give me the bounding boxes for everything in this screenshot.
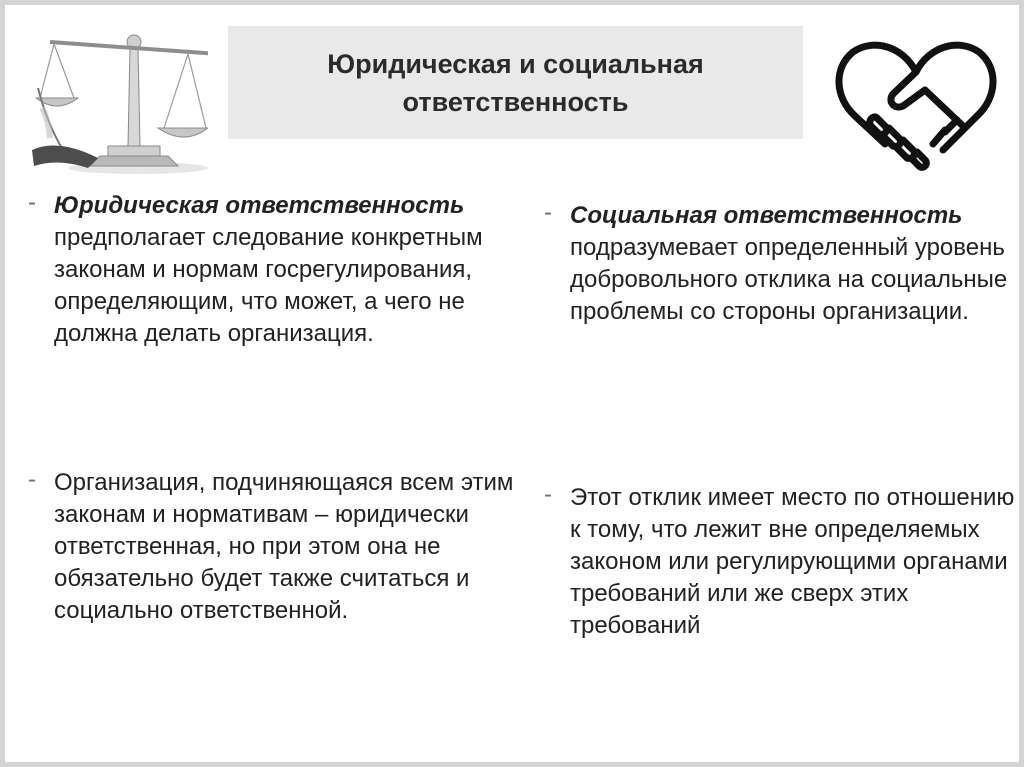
left-column xyxy=(28,190,538,350)
item-text: подразумевает определенный уровень добровольного отклика на социальные проблемы со стороны организации. xyxy=(570,234,1008,325)
left-column-second xyxy=(28,467,538,627)
list-marker: - xyxy=(544,481,552,508)
list-marker: - xyxy=(544,199,552,226)
list-marker: - xyxy=(28,466,36,493)
scales-of-justice-icon xyxy=(28,18,208,178)
item-text: предполагает следование конкретным законам и нормам госрегулирования, определяющим, что может, а чего не должна делать организация. xyxy=(54,224,483,347)
list-item xyxy=(544,482,1022,642)
page-title: Юридическая и социальная ответственность xyxy=(327,48,704,117)
item-text: Этот отклик имеет место по отношению к тому, что лежит вне определяемых законом или регулирующими органами требований или же сверх этих требований xyxy=(570,484,1015,639)
right-column xyxy=(544,200,1022,328)
list-marker: - xyxy=(28,189,36,216)
list-item xyxy=(28,467,538,627)
list-item xyxy=(544,200,1022,328)
term-social-responsibility: Социальная ответственность xyxy=(570,202,963,229)
term-legal-responsibility: Юридическая ответственность xyxy=(54,192,465,219)
right-column-second xyxy=(544,482,1022,642)
handshake-heart-icon xyxy=(833,32,999,172)
item-text: Организация, подчиняющаяся всем этим законам и нормативам – юридически ответственная, но при этом она не обязательно будет также считаться и социально ответственной. xyxy=(54,469,514,624)
title-banner xyxy=(228,26,803,139)
list-item xyxy=(28,190,538,350)
